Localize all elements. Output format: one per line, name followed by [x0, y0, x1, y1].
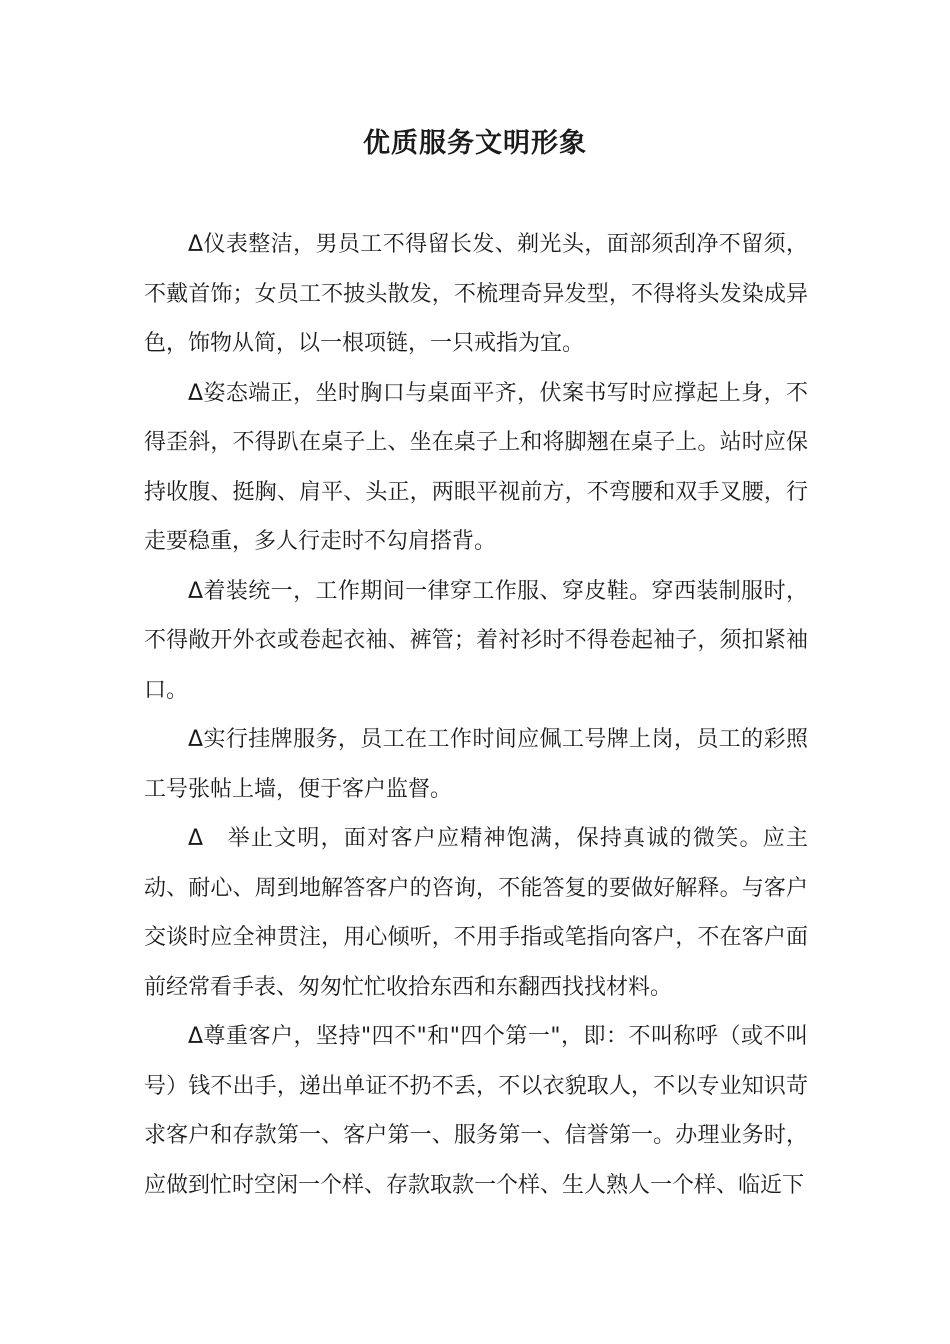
- paragraph-badge-service: Δ实行挂牌服务，员工在工作时间应佩工号牌上岗，员工的彩照工号张帖上墙，便于客户监督。: [144, 727, 808, 802]
- paragraph-posture: Δ姿态端正，坐时胸口与桌面平齐，伏案书写时应撑起上身，不得歪斜，不得趴在桌子上、坐在桌子上和将脚翘在桌子上。站时应保持收腹、挺胸、肩平、头正，两眼平视前方，不弯腰和双手叉腰，行走要稳重，多人行走时不勾肩搭背。: [144, 380, 808, 554]
- paragraph-appearance: Δ仪表整洁，男员工不得留长发、剃光头，面部须刮净不留须，不戴首饰；女员工不披头散发，不梳理奇异发型，不得将头发染成异色，饰物从简，以一根项链，一只戒指为宜。: [144, 232, 808, 356]
- paragraph-respect-customers: Δ尊重客户，坚持"四不"和"四个第一"，即：不叫称呼（或不叫号）钱不出手，递出单证不扔不丢，不以衣貌取人，不以专业知识苛求客户和存款第一、客户第一、服务第一、信誉第一。办理业务时，应做到忙时空闲一个样、存款取款一个样、生人熟人一个样、临近下: [144, 1024, 808, 1198]
- paragraph-behavior: Δ 举止文明，面对客户应精神饱满，保持真诚的微笑。应主动、耐心、周到地解答客户的咨询，不能答复的要做好解释。与客户交谈时应全神贯注，用心倾听，不用手指或笔指向客户，不在客户面前经常看手表、匆匆忙忙收拾东西和东翻西找找材料。: [144, 826, 808, 1000]
- document-title: 优质服务文明形象: [363, 128, 587, 159]
- paragraph-dress: Δ着装统一，工作期间一律穿工作服、穿皮鞋。穿西装制服时，不得敞开外衣或卷起衣袖、裤管；着衬衫时不得卷起袖子，须扣紧袖口。: [144, 578, 808, 703]
- document-body: [144, 220, 808, 1210]
